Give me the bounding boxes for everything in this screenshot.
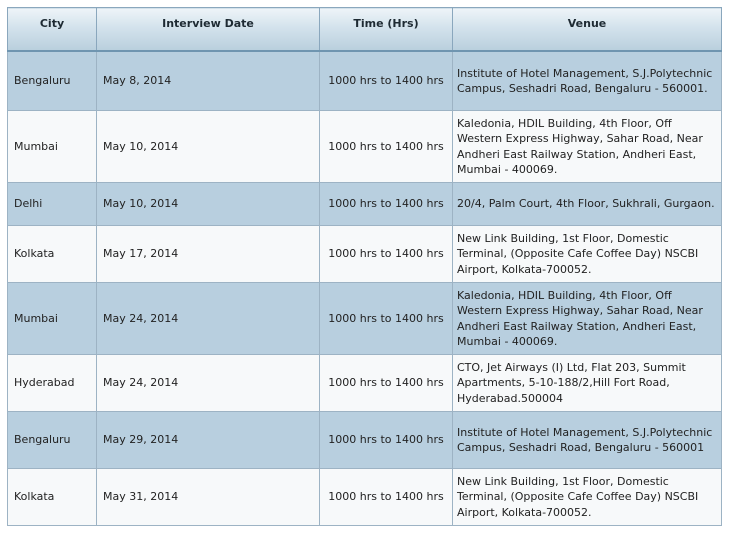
city-cell: Bengaluru <box>8 51 97 111</box>
date-cell: May 10, 2014 <box>97 111 320 183</box>
time-cell: 1000 hrs to 1400 hrs <box>320 226 453 283</box>
date-cell: May 8, 2014 <box>97 51 320 111</box>
city-cell: Delhi <box>8 183 97 226</box>
table-row <box>8 412 722 469</box>
column-header-venue <box>453 8 722 52</box>
venue-cell: CTO, Jet Airways (I) Ltd, Flat 203, Summit Apartments, 5-10-188/2,Hill Fort Road, Hyderabad.500004 <box>453 355 722 412</box>
date-cell: May 17, 2014 <box>97 226 320 283</box>
column-header-city-label: City <box>39 16 65 30</box>
time-cell: 1000 hrs to 1400 hrs <box>320 111 453 183</box>
column-header-date <box>97 8 320 52</box>
date-cell: May 10, 2014 <box>97 183 320 226</box>
city-cell: Mumbai <box>8 283 97 355</box>
venue-cell: 20/4, Palm Court, 4th Floor, Sukhrali, Gurgaon. <box>453 183 722 226</box>
interview-table <box>7 7 722 526</box>
time-cell: 1000 hrs to 1400 hrs <box>320 355 453 412</box>
time-cell: 1000 hrs to 1400 hrs <box>320 412 453 469</box>
date-cell: May 29, 2014 <box>97 412 320 469</box>
column-header-city <box>8 8 97 52</box>
table-row <box>8 469 722 526</box>
date-cell: May 24, 2014 <box>97 283 320 355</box>
column-header-venue-label: Venue <box>567 16 607 30</box>
column-header-time-label: Time (Hrs) <box>353 16 419 30</box>
time-cell: 1000 hrs to 1400 hrs <box>320 469 453 526</box>
column-header-date-label: Interview Date <box>162 16 254 30</box>
venue-cell: Kaledonia, HDIL Building, 4th Floor, Off Western Express Highway, Sahar Road, Near Andheri East Railway Station, Andheri East, Mumbai - 400069. <box>453 111 722 183</box>
venue-cell: New Link Building, 1st Floor, Domestic Terminal, (Opposite Cafe Coffee Day) NSCBI Airport, Kolkata-700052. <box>453 469 722 526</box>
venue-cell: Institute of Hotel Management, S.J.Polytechnic Campus, Seshadri Road, Bengaluru - 560001. <box>453 51 722 111</box>
city-cell: Hyderabad <box>8 355 97 412</box>
date-cell: May 31, 2014 <box>97 469 320 526</box>
venue-cell: Institute of Hotel Management, S.J.Polytechnic Campus, Seshadri Road, Bengaluru - 560001 <box>453 412 722 469</box>
table-row <box>8 183 722 226</box>
venue-cell: New Link Building, 1st Floor, Domestic Terminal, (Opposite Cafe Coffee Day) NSCBI Airport, Kolkata-700052. <box>453 226 722 283</box>
venue-cell: Kaledonia, HDIL Building, 4th Floor, Off Western Express Highway, Sahar Road, Near Andheri East Railway Station, Andheri East, Mumbai - 400069. <box>453 283 722 355</box>
header-row <box>8 8 722 52</box>
city-cell: Kolkata <box>8 226 97 283</box>
table-row <box>8 283 722 355</box>
city-cell: Bengaluru <box>8 412 97 469</box>
table-row <box>8 355 722 412</box>
date-cell: May 24, 2014 <box>97 355 320 412</box>
column-header-time <box>320 8 453 52</box>
table-row <box>8 51 722 111</box>
table-row <box>8 226 722 283</box>
interview-schedule <box>7 7 721 526</box>
city-cell: Mumbai <box>8 111 97 183</box>
city-cell: Kolkata <box>8 469 97 526</box>
time-cell: 1000 hrs to 1400 hrs <box>320 183 453 226</box>
time-cell: 1000 hrs to 1400 hrs <box>320 283 453 355</box>
table-row <box>8 111 722 183</box>
time-cell: 1000 hrs to 1400 hrs <box>320 51 453 111</box>
